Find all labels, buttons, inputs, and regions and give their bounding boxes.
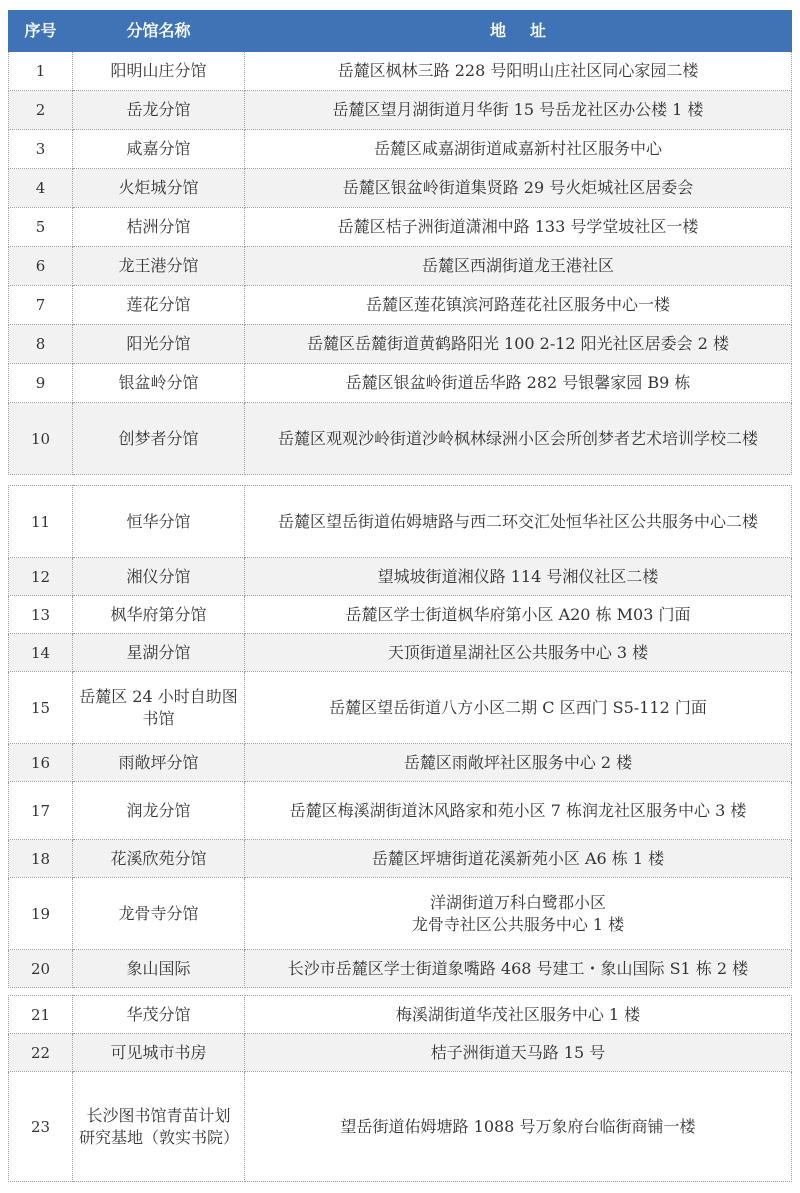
table-row [9,486,792,558]
row-index: 11 [9,486,73,558]
table-row [9,996,792,1034]
branch-address: 岳麓区望月湖街道月华街 15 号岳龙社区办公楼 1 楼 [245,91,792,130]
table-row [9,247,792,286]
row-index: 18 [9,840,73,878]
table-row [9,1034,792,1072]
table-row [9,91,792,130]
branch-name: 岳麓区 24 小时自助图书馆 [73,672,245,744]
branch-name: 雨敞坪分馆 [73,744,245,782]
branch-address: 岳麓区银盆岭街道岳华路 282 号银馨家园 B9 栋 [245,364,792,403]
branch-name: 岳龙分馆 [73,91,245,130]
row-index: 12 [9,558,73,596]
row-index: 5 [9,208,73,247]
table-header-row [9,11,792,52]
table-row [9,558,792,596]
row-index: 22 [9,1034,73,1072]
branch-name: 火炬城分馆 [73,169,245,208]
row-index: 19 [9,878,73,950]
row-index: 6 [9,247,73,286]
branch-name: 莲花分馆 [73,286,245,325]
row-index: 3 [9,130,73,169]
table-row [9,364,792,403]
row-index: 9 [9,364,73,403]
branch-address: 望岳街道佑姆塘路 1088 号万象府台临街商铺一楼 [245,1072,792,1182]
row-index: 7 [9,286,73,325]
branch-address-line-1: 洋湖街道万科白鹭郡小区 [429,892,606,912]
branch-name: 花溪欣苑分馆 [73,840,245,878]
branch-address: 岳麓区雨敞坪社区服务中心 2 楼 [245,744,792,782]
branch-name: 润龙分馆 [73,782,245,840]
branch-name: 恒华分馆 [73,486,245,558]
branch-address: 岳麓区莲花镇滨河路莲花社区服务中心一楼 [245,286,792,325]
branch-name: 银盆岭分馆 [73,364,245,403]
table-row [9,878,792,950]
table-row [9,840,792,878]
table-row [9,950,792,988]
branch-address: 岳麓区观观沙岭街道沙岭枫林绿洲小区会所创梦者艺术培训学校二楼 [245,403,792,475]
branch-name: 桔洲分馆 [73,208,245,247]
table-row [9,130,792,169]
row-index: 21 [9,996,73,1034]
branch-address: 岳麓区坪塘街道花溪新苑小区 A6 栋 1 楼 [245,840,792,878]
table-row [9,744,792,782]
branch-name: 咸嘉分馆 [73,130,245,169]
branch-name: 阳明山庄分馆 [73,52,245,91]
row-index: 20 [9,950,73,988]
branch-name: 枫华府第分馆 [73,596,245,634]
table-row [9,286,792,325]
branch-name: 象山国际 [73,950,245,988]
row-index: 14 [9,634,73,672]
branch-address: 长沙市岳麓区学士街道象嘴路 468 号建工・象山国际 S1 栋 2 楼 [245,950,792,988]
table-row [9,52,792,91]
branch-table-part-2 [8,485,792,988]
row-index: 16 [9,744,73,782]
header-branch-name: 分馆名称 [73,11,245,52]
table-row [9,169,792,208]
table-row [9,403,792,475]
branch-name: 阳光分馆 [73,325,245,364]
branch-table-part-3 [8,995,792,1182]
branch-address: 岳麓区望岳街道八方小区二期 C 区西门 S5-112 门面 [245,672,792,744]
branch-address: 岳麓区学士街道枫华府第小区 A20 栋 M03 门面 [245,596,792,634]
table-row [9,1072,792,1182]
row-index: 10 [9,403,73,475]
row-index: 17 [9,782,73,840]
branch-address-line-2: 龙骨寺社区公共服务中心 1 楼 [411,914,625,934]
row-index: 15 [9,672,73,744]
table-row [9,596,792,634]
branch-address: 岳麓区咸嘉湖街道咸嘉新村社区服务中心 [245,130,792,169]
branch-name: 可见城市书房 [73,1034,245,1072]
branch-address: 岳麓区枫林三路 228 号阳明山庄社区同心家园二楼 [245,52,792,91]
row-index: 23 [9,1072,73,1182]
branch-address: 岳麓区西湖街道龙王港社区 [245,247,792,286]
table-row [9,634,792,672]
branch-address: 梅溪湖街道华茂社区服务中心 1 楼 [245,996,792,1034]
row-index: 13 [9,596,73,634]
table-row [9,782,792,840]
branch-table-part-1 [8,10,792,475]
branch-name: 长沙图书馆青苗计划研究基地（敦实书院） [73,1072,245,1182]
branch-name: 湘仪分馆 [73,558,245,596]
header-address: 地址 [245,11,792,52]
branch-name: 华茂分馆 [73,996,245,1034]
branch-address: 岳麓区银盆岭街道集贤路 29 号火炬城社区居委会 [245,169,792,208]
table-row [9,325,792,364]
row-index: 4 [9,169,73,208]
row-index: 1 [9,52,73,91]
branch-address: 桔子洲街道天马路 15 号 [245,1034,792,1072]
branch-address: 岳麓区桔子洲街道潇湘中路 133 号学堂坡社区一楼 [245,208,792,247]
branch-name: 创梦者分馆 [73,403,245,475]
table-row [9,672,792,744]
header-index: 序号 [9,11,73,52]
table-row [9,208,792,247]
branch-name: 龙骨寺分馆 [73,878,245,950]
branch-address [245,878,792,950]
branch-address: 天顶街道星湖社区公共服务中心 3 楼 [245,634,792,672]
row-index: 8 [9,325,73,364]
row-index: 2 [9,91,73,130]
branch-address: 岳麓区望岳街道佑姆塘路与西二环交汇处恒华社区公共服务中心二楼 [245,486,792,558]
branch-address: 岳麓区梅溪湖街道沐风路家和苑小区 7 栋润龙社区服务中心 3 楼 [245,782,792,840]
branch-name: 龙王港分馆 [73,247,245,286]
branch-address: 岳麓区岳麓街道黄鹤路阳光 100 2-12 阳光社区居委会 2 楼 [245,325,792,364]
branch-address: 望城坡街道湘仪路 114 号湘仪社区二楼 [245,558,792,596]
branch-name: 星湖分馆 [73,634,245,672]
